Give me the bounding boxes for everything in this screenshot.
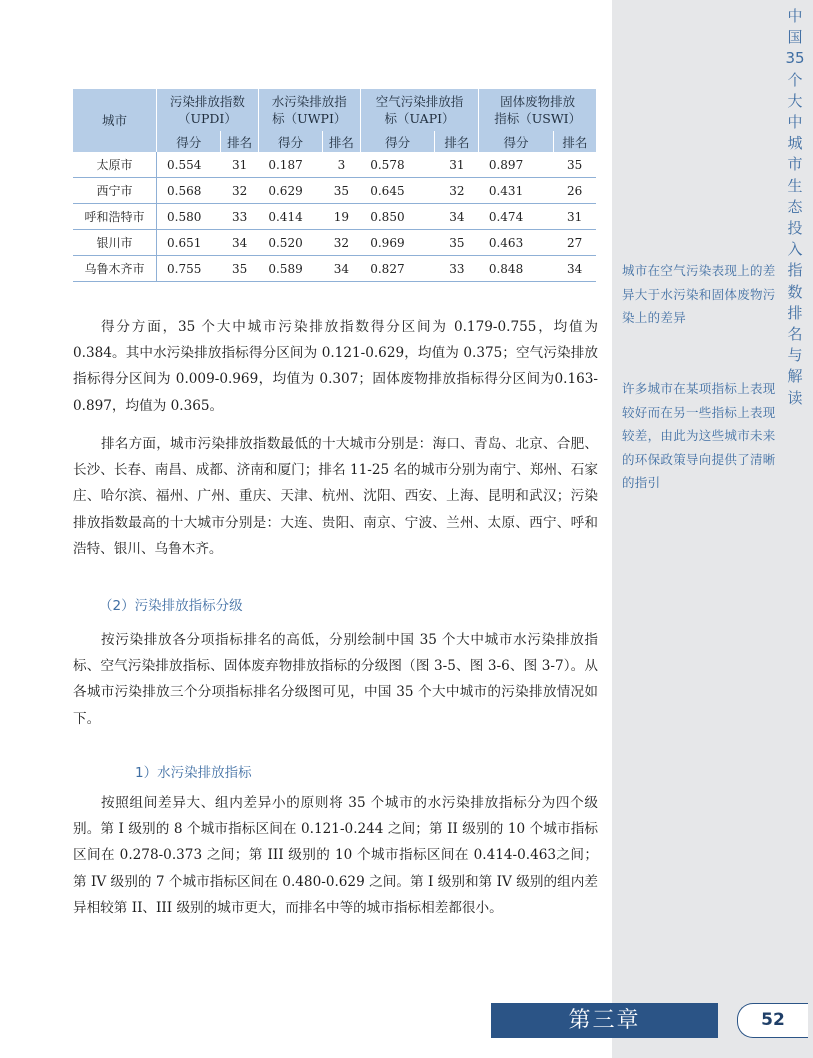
subheader-score: 得分 (157, 131, 221, 152)
cell-value: 0.474 (479, 204, 553, 230)
sidebar-panel (612, 0, 813, 1058)
subheader-rank: 排名 (553, 131, 596, 152)
cell-value: 35 (323, 178, 361, 204)
margin-note-air-pollution: 城市在空气污染表现上的差异大于水污染和固体废物污染上的差异 (622, 263, 776, 325)
subheader-rank: 排名 (435, 131, 479, 152)
cell-value: 31 (553, 204, 596, 230)
subheader-score: 得分 (479, 131, 553, 152)
cell-city: 乌鲁木齐市 (73, 256, 157, 282)
subheader-score: 得分 (258, 131, 322, 152)
cell-value: 0.645 (360, 178, 435, 204)
cell-value: 31 (221, 152, 258, 178)
cell-value: 34 (435, 204, 479, 230)
cell-value: 34 (323, 256, 361, 282)
table-header-updi: 污染排放指数 （UPDI） (157, 89, 259, 131)
cell-value: 33 (221, 204, 258, 230)
table-row (73, 204, 596, 230)
subheader-rank: 排名 (323, 131, 361, 152)
subheader-score: 得分 (360, 131, 435, 152)
cell-value: 0.463 (479, 230, 553, 256)
cell-value: 26 (553, 178, 596, 204)
cell-value: 34 (221, 230, 258, 256)
paragraph-grading-intro: 按污染排放各分项指标排名的高低，分别绘制中国 35 个大中城市水污染排放指标、空气污染排放指标、固体废弃物排放指标的分级图（图 3-5、图 3-6、图 3-7）。从各城市污染排放三个分项指标排名分级图可见，中国 35 个大中城市的污染排放情况如下。 (73, 632, 598, 727)
cell-value: 0.755 (157, 256, 221, 282)
cell-value: 0.850 (360, 204, 435, 230)
cell-value: 32 (435, 178, 479, 204)
section-heading-grading: （2）污染排放指标分级 (99, 598, 243, 614)
page-number: 52 (737, 1003, 808, 1038)
cell-value: 35 (553, 152, 596, 178)
cell-value: 0.589 (258, 256, 322, 282)
table-row (73, 230, 596, 256)
cell-value: 3 (323, 152, 361, 178)
subsection-heading-water: 1）水污染排放指标 (135, 765, 252, 781)
cell-value: 32 (323, 230, 361, 256)
cell-value: 19 (323, 204, 361, 230)
cell-value: 33 (435, 256, 479, 282)
paragraph-rankings: 排名方面，城市污染排放指数最低的十大城市分别是：海口、青岛、北京、合肥、长沙、长春、南昌、成都、济南和厦门；排名 11-25 名的城市分别为南宁、郑州、石家庄、哈尔滨、福州、广州、重庆、天津、杭州、沈阳、西安、上海、昆明和武汉；污染排放指数最高的十大城市分别是：大连、贵阳、南京、宁波、兰州、太原、西宁、呼和浩特、银川、乌鲁木齐。 (73, 436, 598, 557)
cell-value: 0.969 (360, 230, 435, 256)
margin-note-policy: 许多城市在某项指标上表现较好而在另一些指标上表现较差，由此为这些城市未来的环保政策导向提供了清晰的指引 (622, 381, 776, 490)
cell-value: 0.897 (479, 152, 553, 178)
cell-city: 银川市 (73, 230, 157, 256)
table-header-uwpi: 水污染排放指 标（UWPI） (258, 89, 360, 131)
table-row (73, 152, 596, 178)
cell-value: 0.520 (258, 230, 322, 256)
vertical-book-title: 中国35个大中城市生态投入指数排名与解读 (785, 7, 805, 407)
cell-value: 35 (435, 230, 479, 256)
table-row (73, 178, 596, 204)
cell-city: 呼和浩特市 (73, 204, 157, 230)
cell-value: 31 (435, 152, 479, 178)
cell-value: 0.187 (258, 152, 322, 178)
cell-value: 0.651 (157, 230, 221, 256)
cell-value: 27 (553, 230, 596, 256)
cell-value: 0.827 (360, 256, 435, 282)
paragraph-scores: 得分方面，35 个大中城市污染排放指数得分区间为 0.179-0.755，均值为0.384。其中水污染排放指标得分区间为 0.121-0.629，均值为 0.375；空气污染排放指标得分区间为 0.009-0.969，均值为 0.307；固体废物排放指标得分区间为0.163-0.897，均值为 0.365。 (73, 319, 598, 414)
cell-city: 西宁市 (73, 178, 157, 204)
cell-value: 0.431 (479, 178, 553, 204)
cell-value: 35 (221, 256, 258, 282)
cell-value: 32 (221, 178, 258, 204)
paragraph-water-levels: 按照组间差异大、组内差异小的原则将 35 个城市的水污染排放指标分为四个级别。第 I 级别的 8 个城市指标区间在 0.121-0.244 之间；第 II 级别的 10 个城市指标区间在 0.278-0.373 之间；第 III 级别的 10 个城市指标区间在 0.414-0.463之间；第 IV 级别的 7 个城市指标区间在 0.480-0.629 之间。第 I 级别和第 IV 级别的组内差异相较第 II、III 级别的城市更大，而排名中等的城市指标相差都很小。 (73, 795, 598, 916)
cell-value: 34 (553, 256, 596, 282)
cell-value: 0.629 (258, 178, 322, 204)
table-row (73, 256, 596, 282)
cell-value: 0.848 (479, 256, 553, 282)
cell-value: 0.578 (360, 152, 435, 178)
cell-value: 0.580 (157, 204, 221, 230)
table-header-uswi: 固体废物排放 指标（USWI） (479, 89, 596, 131)
chapter-label: 第三章 (491, 1003, 718, 1038)
table-header-uapi: 空气污染排放指 标（UAPI） (360, 89, 479, 131)
pollution-index-table (73, 89, 596, 282)
cell-value: 0.414 (258, 204, 322, 230)
subheader-rank: 排名 (221, 131, 258, 152)
cell-value: 0.554 (157, 152, 221, 178)
cell-city: 太原市 (73, 152, 157, 178)
table-header-city: 城市 (73, 89, 157, 152)
cell-value: 0.568 (157, 178, 221, 204)
